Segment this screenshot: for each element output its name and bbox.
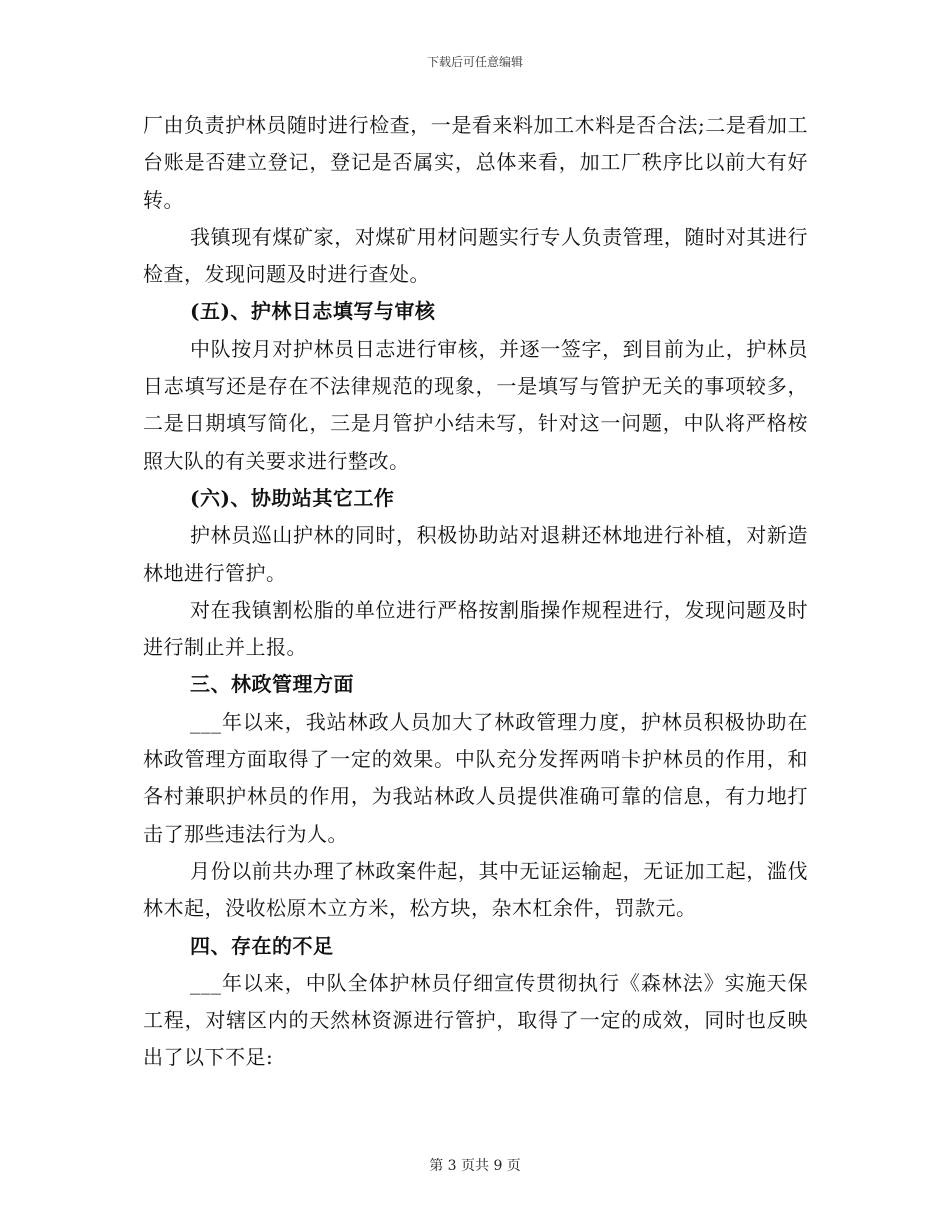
paragraph: 护林员巡山护林的同时，积极协助站对退耕还林地进行补植，对新造林地进行管护。 <box>143 523 808 585</box>
section-heading: (六)、协助站其它工作 <box>190 485 395 510</box>
page-header: 下载后可任意编辑 <box>426 55 523 69</box>
section-heading: 四、存在的不足 <box>190 933 334 958</box>
paragraph: ___年以来，中队全体护林员仔细宣传贯彻执行《森林法》实施天保工程，对辖区内的天然林资源进行管护，取得了一定的成效，同时也反映出了以下不足: <box>143 970 808 1070</box>
paragraph: 中队按月对护林员日志进行审核，并逐一签字，到目前为止，护林员日志填写还是存在不法律规范的现象，一是填写与管护无关的事项较多，二是日期填写简化，三是月管护小结未写，针对这一问题，中队将严格桉照大队的有关要求进行整改。 <box>143 336 808 473</box>
paragraph: 月份以前共办理了林政案件起，其中无证运输起，无证加工起，滥伐林木起，没收松原木立方米，松方块，杂木杠余件，罚款元。 <box>143 858 808 921</box>
page-footer: 第 3 页共 9 页 <box>429 1158 521 1174</box>
section-heading: 三、林政管理方面 <box>190 672 354 697</box>
paragraph: 厂由负责护林员随时进行检查，一是看来料加工木料是否合法;二是看加工台账是否建立登记，登记是否属实，总体来看，加工厂秩序比以前大有好转。 <box>143 113 808 212</box>
section-heading: (五)、护林日志填写与审核 <box>190 299 436 324</box>
document-body <box>143 107 808 1077</box>
paragraph: ___年以来，我站林政人员加大了林政管理力度，护林员积极协助在林政管理方面取得了一定的效果。中队充分发挥两哨卡护林员的作用，和各村兼职护林员的作用，为我站林政人员提供准确可靠的信息，有力地打击了那些违法行为人。 <box>143 709 808 846</box>
paragraph: 对在我镇割松脂的单位进行严格按割脂操作规程进行，发现问题及时进行制止并上报。 <box>143 597 808 660</box>
paragraph: 我镇现有煤矿家，对煤矿用材问题实行专人负责管理，随时对其进行检查，发现问题及时进行查处。 <box>143 224 808 287</box>
